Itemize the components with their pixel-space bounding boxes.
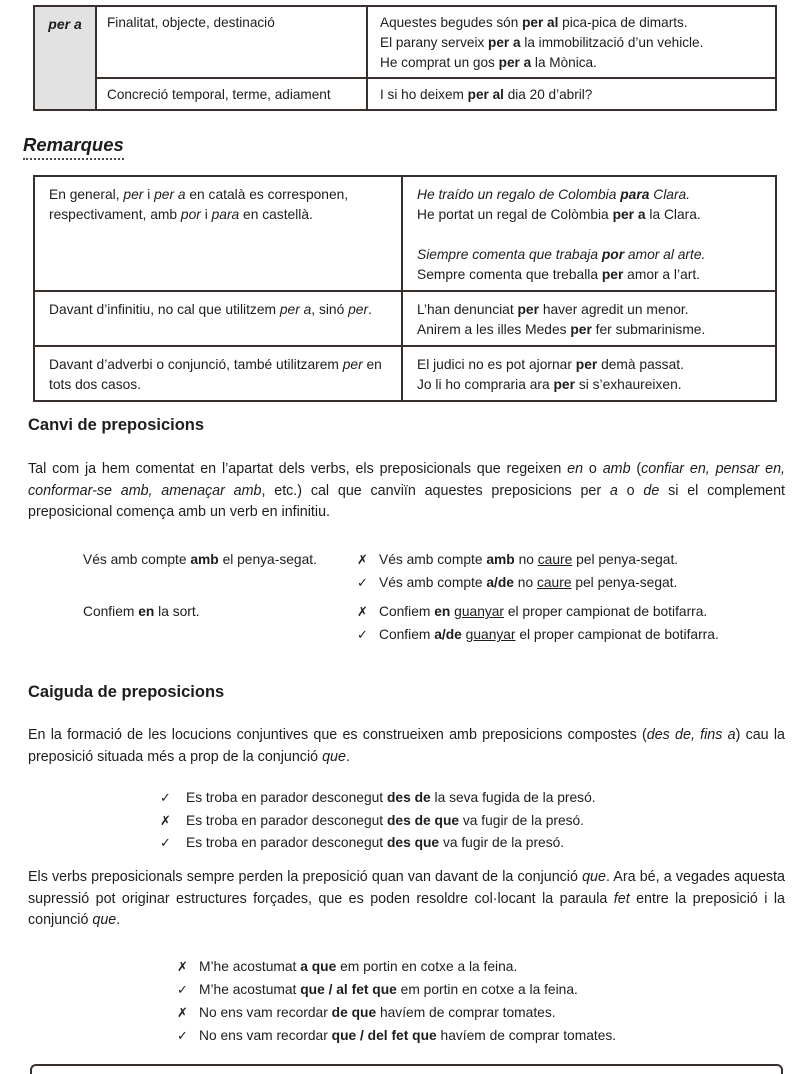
- example-line: Anirem a les illes Medes per fer submarinisme.: [417, 322, 706, 337]
- example-text: Es troba en parador desconegut des de que va fugir de la presó.: [186, 812, 585, 828]
- remarques-heading: Remarques: [23, 134, 124, 160]
- cross-mark-icon: ✗: [357, 605, 368, 620]
- caiguda-paragraph-2: Els verbs preposicionals sempre perden la preposició quan van davant de la conjunció que. Ara bé, a vegades aquesta supressió pot originar estructures forçades, que es poden resoldre col·locant la paraula fet entre la preposició i la conjunció que.: [28, 869, 785, 928]
- example-text: Vés amb compte a/de no caure pel penya-segat.: [379, 575, 678, 590]
- table-row: [35, 345, 775, 400]
- table-row: [97, 77, 775, 109]
- rule-line: Davant d’infinitiu, no cal que utilitzem per a, sinó per.: [49, 302, 372, 317]
- check-mark-icon: ✓: [160, 791, 171, 806]
- example-line: [177, 1025, 616, 1048]
- example-line: Sempre comenta que treballa per amor a l’art.: [417, 267, 700, 282]
- example-line: [357, 624, 719, 647]
- example-text: Es troba en parador desconegut des de la seva fugida de la presó.: [186, 790, 596, 805]
- caiguda-heading: Caiguda de preposicions: [28, 683, 225, 701]
- example-line: Siempre comenta que trabaja por amor al arte.: [417, 247, 706, 262]
- example-line: [177, 1002, 616, 1025]
- check-mark-icon: ✓: [177, 1029, 188, 1044]
- examples-cell: [368, 79, 775, 109]
- example-line: [177, 979, 616, 1002]
- caiguda-examples-1: [160, 787, 596, 855]
- example-text: M’he acostumat que / al fet que em portin en cotxe a la feina.: [199, 982, 578, 997]
- examples-cell: [368, 7, 775, 77]
- example-line: L’han denunciat per haver agredit un menor.: [417, 302, 689, 317]
- example-line: Aquestes begudes són per al pica-pica de dimarts.: [380, 15, 688, 30]
- base-sentence: Vés amb compte amb el penya-segat.: [83, 552, 317, 567]
- base-sentence: Confiem en la sort.: [83, 604, 200, 619]
- check-mark-icon: ✓: [177, 983, 188, 998]
- usage-cell: Finalitat, objecte, destinació: [97, 7, 368, 77]
- example-text: Confiem a/de guanyar el proper campionat de botifarra.: [379, 627, 719, 642]
- example-group: [83, 549, 719, 595]
- caiguda-paragraph-1: En la formació de les locucions conjuntives que es construeixen amb preposicions compostes (des de, fins a) cau la preposició situada més a prop de la conjunció que.: [28, 727, 785, 765]
- per-a-table: [33, 5, 777, 111]
- cross-mark-icon: ✗: [177, 1006, 188, 1021]
- example-line: [160, 810, 596, 833]
- rule-line: tots dos casos.: [49, 377, 142, 392]
- rule-cell: [35, 347, 403, 400]
- example-line: [417, 225, 761, 245]
- table-row: [35, 290, 775, 345]
- example-line: El judici no es pot ajornar per demà passat.: [417, 357, 684, 372]
- example-line: [357, 572, 719, 595]
- remarques-table: [33, 175, 777, 402]
- example-text: Confiem en guanyar el proper campionat de botifarra.: [379, 604, 708, 619]
- example-line: I si ho deixem per al dia 20 d’abril?: [380, 87, 593, 102]
- example-line: El parany serveix per a la immobilització d’un vehicle.: [380, 35, 704, 50]
- table-row: [35, 177, 775, 290]
- check-mark-icon: ✓: [357, 628, 368, 643]
- next-section-box: [30, 1064, 783, 1074]
- example-text: M’he acostumat a que em portin en cotxe a la feina.: [199, 959, 518, 974]
- example-text: Vés amb compte amb no caure pel penya-segat.: [379, 552, 679, 567]
- table-row: [97, 7, 775, 77]
- cross-mark-icon: ✗: [177, 960, 188, 975]
- example-line: [357, 549, 719, 572]
- example-text: No ens vam recordar de que havíem de comprar tomates.: [199, 1005, 556, 1020]
- per-a-table-body: [97, 7, 775, 109]
- variant-list: [357, 549, 719, 595]
- example-group: [83, 601, 719, 647]
- example-line: [160, 832, 596, 855]
- example-text: No ens vam recordar que / del fet que havíem de comprar tomates.: [199, 1028, 617, 1043]
- example-line: He comprat un gos per a la Mònica.: [380, 55, 597, 70]
- example-line: [160, 787, 596, 810]
- rule-cell: [35, 292, 403, 345]
- examples-cell: [403, 292, 775, 345]
- rule-line: En general, per i per a en català es corresponen,: [49, 187, 349, 202]
- rule-cell: [35, 177, 403, 290]
- canvi-examples: [83, 549, 719, 653]
- usage-cell: Concreció temporal, terme, adiament: [97, 79, 368, 109]
- example-text: Es troba en parador desconegut des que va fugir de la presó.: [186, 835, 565, 850]
- cross-mark-icon: ✗: [160, 813, 171, 829]
- canvi-heading: Canvi de preposicions: [28, 416, 205, 434]
- examples-cell: [403, 177, 775, 290]
- check-mark-icon: ✓: [357, 576, 368, 591]
- canvi-paragraph: Tal com ja hem comentat en l’apartat dels verbs, els preposicionals que regeixen en o amb (confiar en, pensar en, conformar-se amb, amenaçar amb, etc.) cal que canviïn aquestes preposicions per a o de si el complement preposicional comença amb un verb en infinitiu.: [28, 461, 786, 520]
- example-line: [177, 956, 616, 979]
- example-line: [357, 601, 719, 624]
- per-a-label-cell: per a: [35, 7, 97, 109]
- example-line: He portat un regal de Colòmbia per a la Clara.: [417, 207, 701, 222]
- example-line: Jo li ho compraria ara per si s’exhaureixen.: [417, 377, 682, 392]
- caiguda-examples-2: [177, 956, 616, 1048]
- rule-line: Davant d’adverbi o conjunció, també utilitzarem per en: [49, 357, 382, 372]
- cross-mark-icon: ✗: [357, 553, 368, 568]
- examples-cell: [403, 347, 775, 400]
- example-line: He traído un regalo de Colombia para Clara.: [417, 187, 691, 202]
- variant-list: [357, 601, 719, 647]
- rule-line: respectivament, amb por i para en castellà.: [49, 207, 313, 222]
- check-mark-icon: ✓: [160, 836, 171, 851]
